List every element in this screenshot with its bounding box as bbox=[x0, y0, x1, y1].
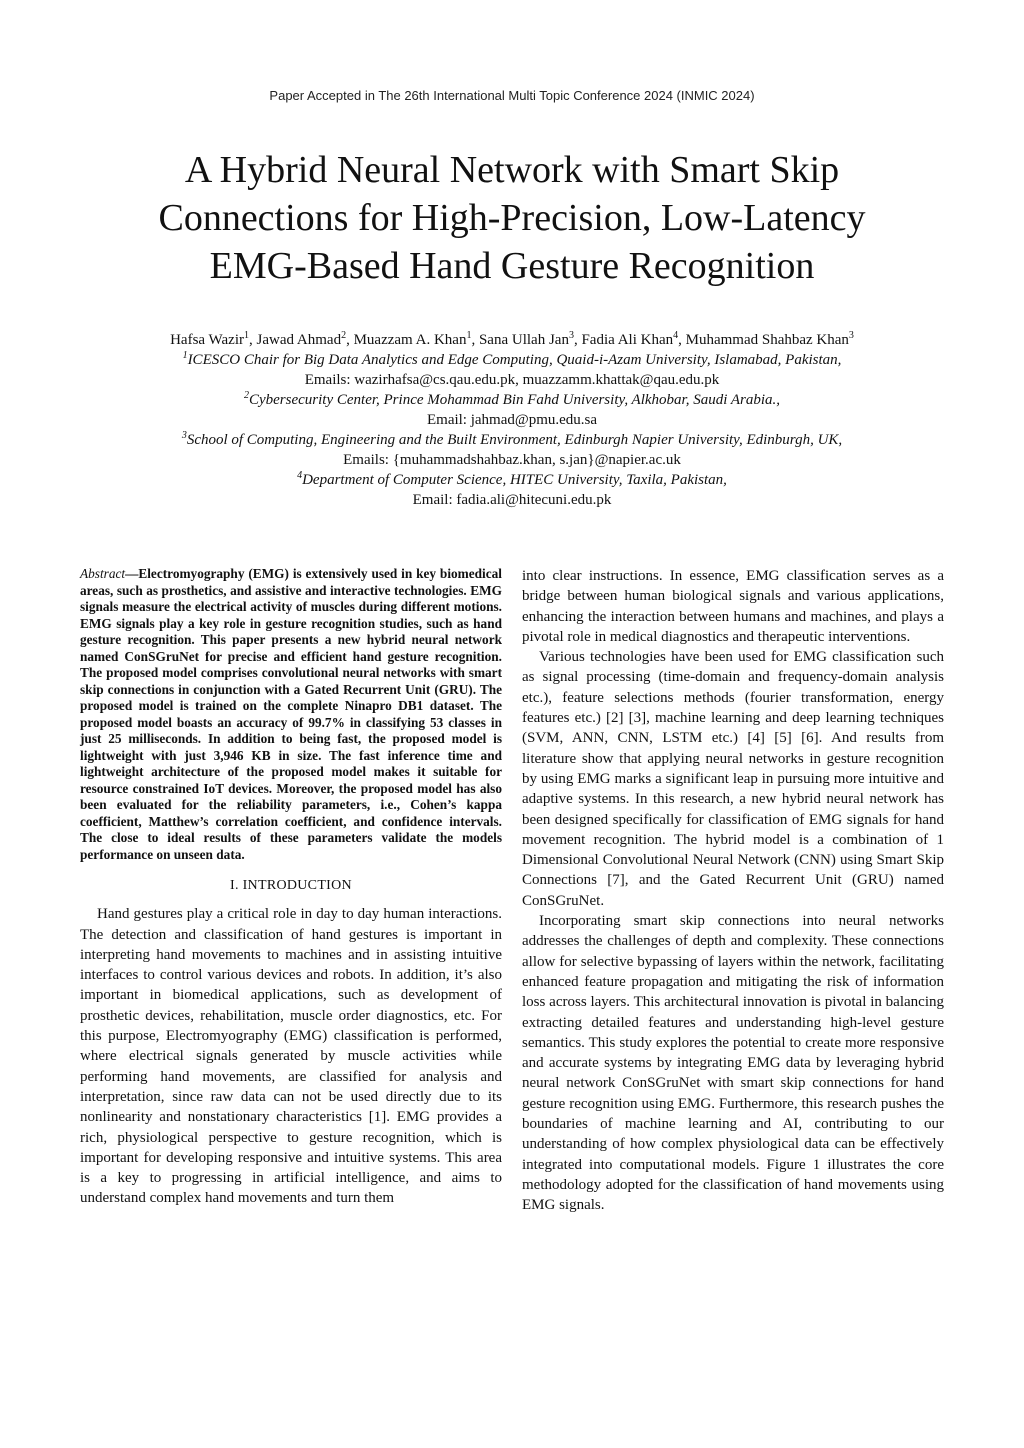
author-name: Jawad Ahmad bbox=[256, 332, 342, 348]
affiliation-4-emails: Email: fadia.ali@hitecuni.edu.pk bbox=[412, 492, 612, 508]
paper-title bbox=[90, 146, 934, 290]
author-affiliation-mark: 3 bbox=[568, 330, 574, 341]
author-list: Hafsa Wazir$^1$, Jawad Ahmad$^2$, Muazzam A. Khan$^1$, Sana Ullah Jan$^3$, Fadia Ali Khan$^4$, Muhammad Shahbaz Khan$^3$ bbox=[170, 330, 854, 348]
author-name: Sana Ullah Jan bbox=[478, 332, 569, 348]
affiliation-text: ICESCO Chair for Big Data Analytics and Edge Computing, Quaid-i-Azam University, Islamabad, Pakistan, bbox=[187, 352, 842, 368]
affiliation-text: School of Computing, Engineering and the Built Environment, Edinburgh Napier University, Edinburgh, UK, bbox=[186, 432, 843, 448]
author-affiliation-mark: 1 bbox=[244, 330, 249, 341]
intro-paragraph-2: Various technologies have been used for EMG classification such as signal processing (time-domain and frequency-domain analysis etc.), feature selections methods (fourier transformation, energy features etc.) [2] [3], machine learning and deep learning techniques (SVM, ANN, CNN, LSTM etc.) [4] [5] [6]. And results from literature show that applying neural networks in gesture recognition by using EMG marks a significant leap in pursuing more intuitive and adaptive systems. In this research, a new hybrid neural network has been designed specifically for classification of EMG signals for hand movement recognition. The hybrid model is a combination of 1 Dimensional Convolutional Neural Network (CNN) using Smart Skip Connections [7], and the Gated Recurrent Unit (GRU) named ConSGruNet. bbox=[522, 649, 944, 909]
author-affiliation-mark: 2 bbox=[341, 330, 347, 341]
affiliation-2-emails: Email: jahmad@pmu.edu.sa bbox=[426, 412, 598, 428]
affiliation-number: 4 bbox=[297, 470, 303, 481]
author-affiliation-mark: 4 bbox=[673, 330, 679, 341]
author-affiliation-mark: 3 bbox=[848, 330, 854, 341]
author-name: Muazzam A. Khan bbox=[353, 332, 467, 348]
intro-paragraph-3: Incorporating smart skip connections into neural networks addresses the challenges of depth and complexity. These connections allow for selective bypassing of layers within the network, facilitating enhanced feature propagation and mitigating the risk of information loss across layers. This architectural innovation is pivotal in balancing extracting detailed features and understanding high-level gesture semantics. This study explores the potential to create more responsive and accurate systems by integrating EMG data by leveraging hybrid neural network ConSGruNet with smart skip connections for hand gesture recognition using EMG. Furthermore, this research pushes the boundaries of machine learning and AI, contributing to our understanding of how complex physiological data can be effectively integrated into computational models. Figure 1 illustrates the core methodology adopted for the classification of hand movements using EMG signals. bbox=[522, 913, 944, 1214]
affiliation-1-emails: Emails: wazirhafsa@cs.qau.edu.pk, muazzamm.khattak@qau.edu.pk bbox=[304, 372, 720, 388]
left-column bbox=[80, 566, 502, 1209]
affiliation-number: 3 bbox=[181, 430, 187, 441]
author-affiliation-mark: 1 bbox=[466, 330, 472, 341]
affiliation-number: 2 bbox=[243, 390, 249, 401]
author-block bbox=[40, 330, 984, 510]
right-column bbox=[522, 566, 944, 1216]
author-name: Fadia Ali Khan bbox=[581, 332, 674, 348]
conference-header-note: Paper Accepted in The 26th International Multi Topic Conference 2024 (INMIC 2024) bbox=[269, 88, 755, 103]
affiliation-2 bbox=[40, 390, 984, 410]
title-line-1: A Hybrid Neural Network with Smart Skip bbox=[184, 149, 840, 191]
abstract-label: Abstract bbox=[80, 566, 126, 581]
abstract bbox=[80, 566, 502, 863]
intro-paragraph-1-continued: into clear instructions. In essence, EMG classification serves as a bridge between human biological signals and various applications, enhancing the interaction between humans and machines, and plays a pivotal role in medical diagnostics and therapeutic interventions. bbox=[522, 568, 944, 645]
affiliation-number: 1 bbox=[182, 350, 188, 361]
affiliation-4 bbox=[40, 470, 984, 490]
affiliation-1 bbox=[40, 350, 984, 370]
affiliation-text: Cybersecurity Center, Prince Mohammad Bin Fahd University, Alkhobar, Saudi Arabia., bbox=[248, 392, 781, 408]
author-name: Muhammad Shahbaz Khan bbox=[685, 332, 849, 348]
title-line-3: EMG-Based Hand Gesture Recognition bbox=[209, 245, 815, 287]
title-line-2: Connections for High-Precision, Low-Latency bbox=[158, 197, 866, 239]
intro-paragraph-1: Hand gestures play a critical role in day to day human interactions. The detection and classification of hand gestures is important in interpreting hand movements to machines and in assisting intuitive interfaces to control various devices and robots. In addition, it’s also important in biomedical applications, such as development of prosthetic devices, rehabilitation, muscle order diagnostics, etc. For this purpose, Electromyography (EMG) classification is performed, where electrical signals generated by muscle activities while performing hand movements, are classified for analysis and interpretation, since raw data can not be used directly due to its nonlinearity and nonstationary characteristics [1]. EMG provides a rich, physiological perspective to gesture recognition, which is important for developing responsive and intuitive systems. This area is a key to progressing in artificial intelligence, and aims to understand complex hand movements and turn them bbox=[80, 906, 502, 1207]
section-heading-introduction: I. INTRODUCTION bbox=[230, 878, 352, 893]
affiliation-3-emails: Emails: {muhammadshahbaz.khan, s.jan}@napier.ac.uk bbox=[343, 452, 681, 468]
author-name: Hafsa Wazir bbox=[170, 332, 244, 348]
affiliation-text: Department of Computer Science, HITEC University, Taxila, Pakistan, bbox=[302, 472, 727, 488]
affiliation-3 bbox=[40, 430, 984, 450]
abstract-text: —Electromyography (EMG) is extensively used in key biomedical areas, such as prosthetics, and assistive and interactive technologies. EMG signals measure the electrical activity of muscles during different motions. EMG signals play a key role in gesture recognition studies, such as hand gesture recognition. This paper presents a new hybrid neural network named ConSGruNet for precise and efficient hand gesture recognition. The proposed model comprises convolutional neural networks with smart skip connections in conjunction with a Gated Recurrent Unit (GRU). The proposed model is trained on the complete Ninapro DB1 dataset. The proposed model boasts an accuracy of 99.7% in classifying 53 classes in just 25 milliseconds. In addition to being fast, the proposed model is lightweight with just 3,946 KB in size. The fast inference time and lightweight architecture of the proposed model makes it suitable for resource constrained IoT devices. Moreover, the proposed model has also been evaluated for the reliability parameters, i.e., Cohen’s kappa coefficient, Matthew’s correlation coefficient, and confidence intervals. The close to ideal results of these parameters validate the models performance on unseen data. bbox=[80, 566, 502, 862]
